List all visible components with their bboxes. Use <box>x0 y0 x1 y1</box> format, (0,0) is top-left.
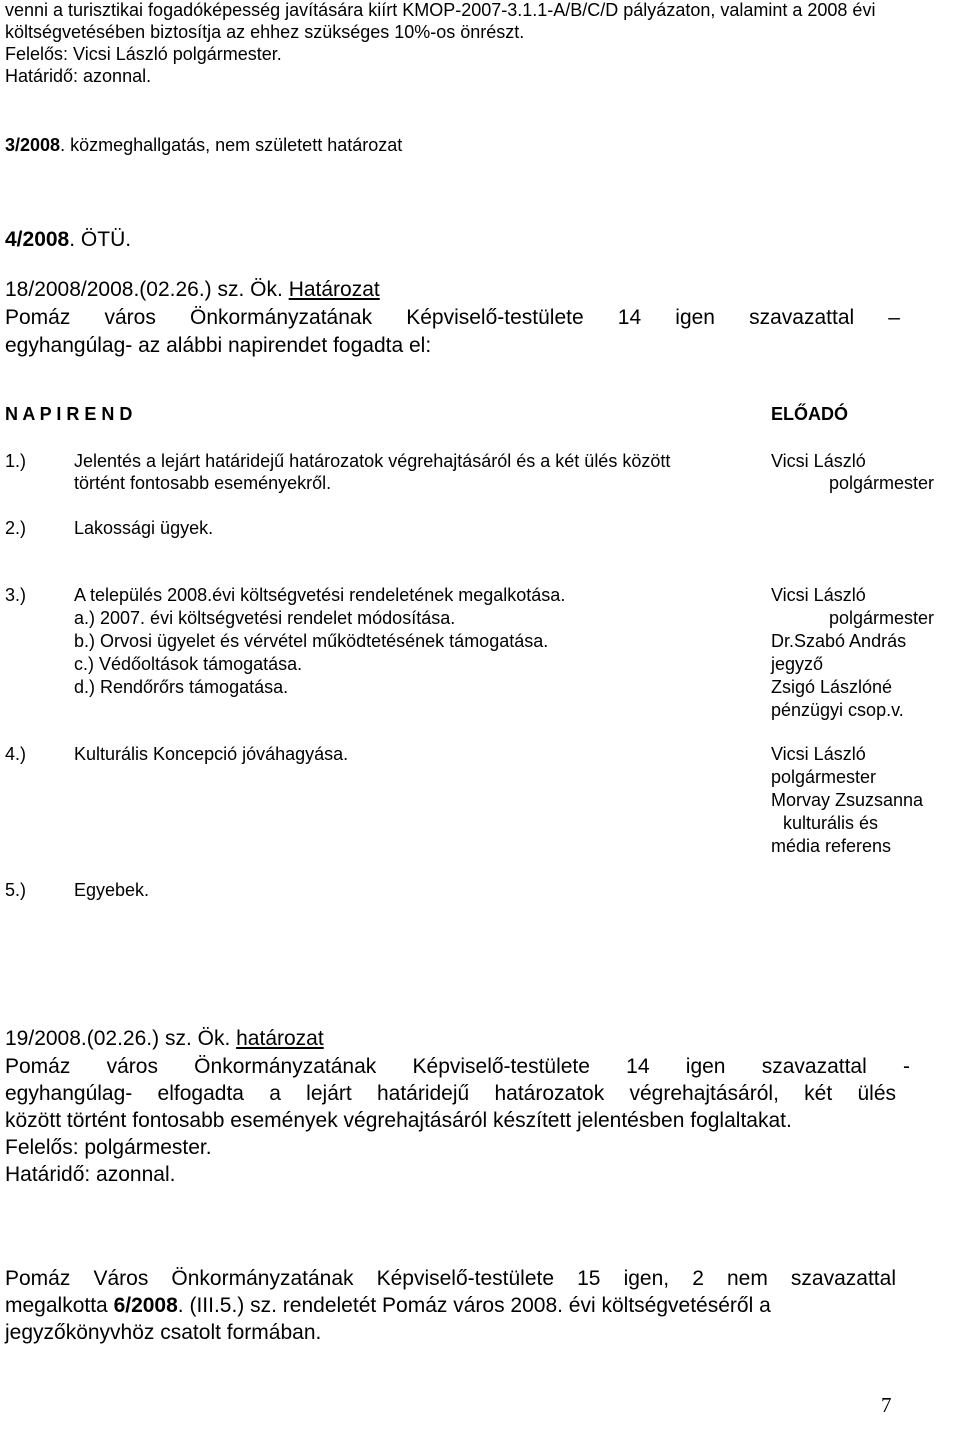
resolution-19-title-word: határozat <box>236 1027 324 1050</box>
resolution-18-title <box>5 276 380 303</box>
agenda-item-line: Lakossági ügyek. <box>74 518 214 538</box>
agenda-item-line: d.) Rendőrőrs támogatása. <box>74 677 289 697</box>
page-number: 7 <box>881 1393 892 1417</box>
presenter-header: ELŐADÓ <box>771 404 849 424</box>
intro-deadline: Határidő: azonnal. <box>5 66 152 86</box>
resolution-18-title-word: Határozat <box>288 278 380 301</box>
intro-line-2: költségvetésében biztosítja az ehhez szükséges 10%-os önrészt. <box>5 22 525 42</box>
presenter-line: pénzügyi csop.v. <box>771 700 904 720</box>
decree-number: 6/2008 <box>113 1294 178 1317</box>
resolution-18-title-plain: 18/2008/2008.(02.26.) sz. Ök. <box>5 278 289 301</box>
agenda-item-line: Egyebek. <box>74 880 150 900</box>
decree-line-2-start: megalkotta <box>5 1294 114 1317</box>
decree-line-2-end: . (III.5.) sz. rendeletét Pomáz város 2008. évi költségvetéséről a <box>177 1294 771 1317</box>
resolution-18-line-2: egyhangúlag- az alábbi napirendet fogadta el: <box>5 334 432 357</box>
item-3-text: . közmeghallgatás, nem született határozat <box>60 135 403 155</box>
presenter-line: polgármester <box>771 767 877 787</box>
resolution-19-line-2: egyhangúlag- elfogadta a lejárt határidejű határozatok végrehajtásáról, két ülés <box>5 1082 896 1105</box>
agenda-item-line: Kulturális Koncepció jóváhagyása. <box>74 744 349 764</box>
intro-responsible: Felelős: Vicsi László polgármester. <box>5 44 282 64</box>
agenda-item-line: b.) Orvosi ügyelet és vérvétel működtetésének támogatása. <box>74 631 549 651</box>
item-3-2008 <box>5 134 402 156</box>
agenda-item-line: a.) 2007. évi költségvetési rendelet módosítása. <box>74 608 456 628</box>
intro-line-1: venni a turisztikai fogadóképesség javítására kiírt KMOP-2007-3.1.1-A/B/C/D pályázaton, valamint a 2008 évi <box>5 0 876 20</box>
presenter-line: Vicsi László <box>771 744 866 764</box>
resolution-19-line-3: között történt fontosabb események végrehajtásáról készített jelentésben foglaltakat. <box>5 1109 792 1132</box>
item-4-number: 4/2008 <box>5 228 70 251</box>
agenda-item-number: 4.) <box>5 744 27 764</box>
decree-line-3: jegyzőkönyvhöz csatolt formában. <box>5 1321 322 1344</box>
presenter-line: Zsigó Lászlóné <box>771 677 893 697</box>
decree-line-2 <box>5 1292 771 1319</box>
presenter-line: polgármester <box>829 473 935 493</box>
presenter-line: Morvay Zsuzsanna <box>771 790 924 810</box>
agenda-item-number: 2.) <box>5 518 27 538</box>
presenter-line: média referens <box>771 836 892 856</box>
agenda-item-line: Jelentés a lejárt határidejű határozatok végrehajtásáról és a két ülés között <box>74 451 671 471</box>
resolution-19-title <box>5 1025 324 1052</box>
agenda-item-line: c.) Védőoltások támogatása. <box>74 654 303 674</box>
decree-line-1: Pomáz Város Önkormányzatának Képviselő-testülete 15 igen, 2 nem szavazattal <box>5 1267 896 1290</box>
agenda-item-number: 3.) <box>5 585 27 605</box>
presenter-line: jegyző <box>771 654 824 674</box>
agenda-item-number: 5.) <box>5 880 27 900</box>
resolution-19-line-1: Pomáz város Önkormányzatának Képviselő-testülete 14 igen szavazattal - <box>5 1055 910 1078</box>
item-3-number: 3/2008 <box>5 135 61 155</box>
presenter-line: Dr.Szabó András <box>771 631 907 651</box>
presenter-line: polgármester <box>829 608 935 628</box>
resolution-18-line-1: Pomáz város Önkormányzatának Képviselő-testülete 14 igen szavazattal – <box>5 306 900 329</box>
presenter-line: Vicsi László <box>771 585 866 605</box>
agenda-item-line: történt fontosabb eseményekről. <box>74 473 332 493</box>
resolution-19-responsible: Felelős: polgármester. <box>5 1136 212 1159</box>
resolution-19-title-plain: 19/2008.(02.26.) sz. Ök. <box>5 1027 237 1050</box>
presenter-line: Vicsi László <box>771 451 866 471</box>
item-4-text: . ÖTÜ. <box>69 228 132 251</box>
presenter-line: kulturális és <box>783 813 879 833</box>
resolution-19-deadline: Határidő: azonnal. <box>5 1163 176 1186</box>
item-4-2008 <box>5 226 131 253</box>
agenda-item-number: 1.) <box>5 451 27 471</box>
agenda-item-line: A település 2008.évi költségvetési rendeletének megalkotása. <box>74 585 566 605</box>
agenda-header: N A P I R E N D <box>5 404 133 424</box>
